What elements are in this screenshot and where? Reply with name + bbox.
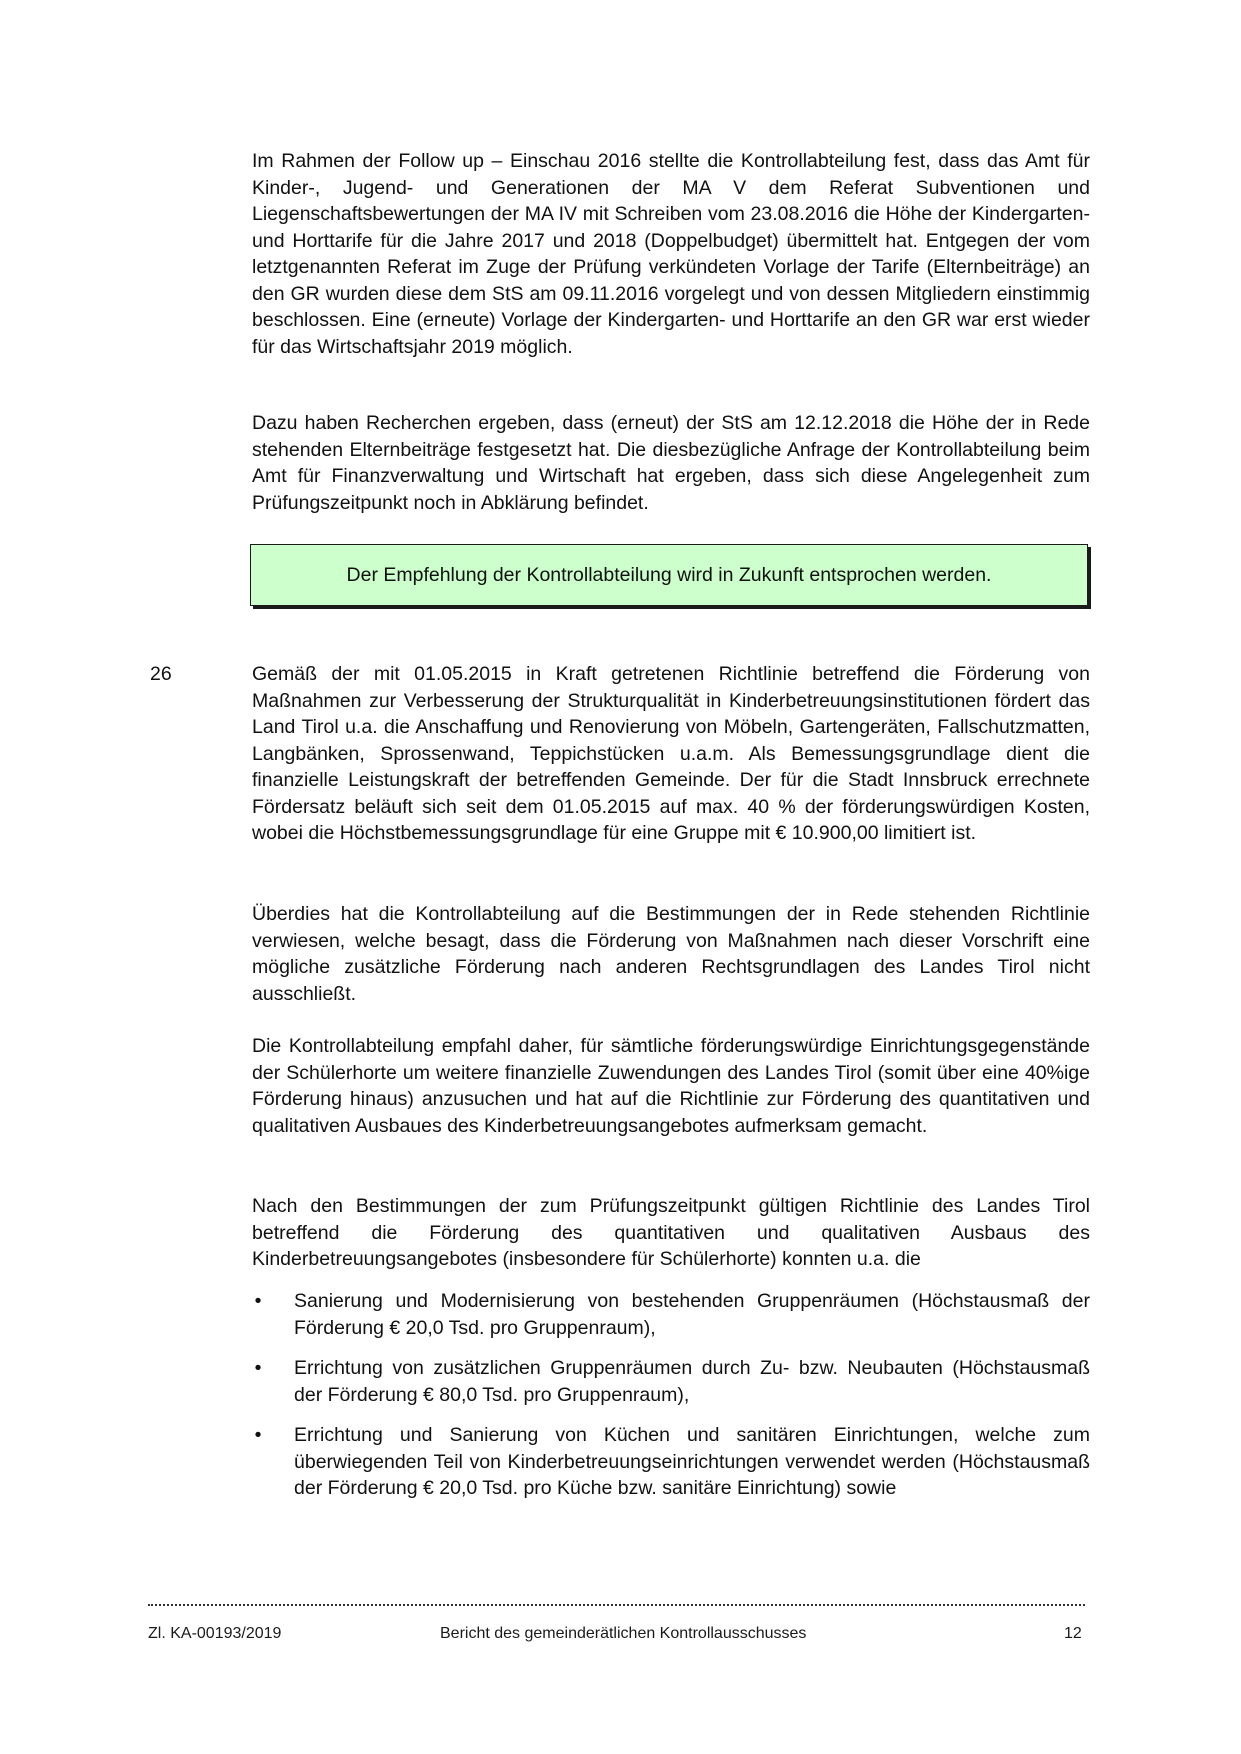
list-item-text: Errichtung und Sanierung von Küchen und sanitären Einrichtungen, welche zum überwiegenden Teil von Kinderbetreuungseinrichtungen verwendet werden (Höchstausmaß der Förderung € 20,0 Tsd. pro Küche bzw. sanitäre Einrichtung) sowie <box>294 1424 1090 1499</box>
paragraph-ueberdies: Überdies hat die Kontrollabteilung auf die Bestimmungen der in Rede stehenden Richtlinie verwiesen, welche besagt, dass die Förderung von Maßnahmen nach dieser Vorschrift eine mögliche zusätzliche Förderung nach anderen Rechtsgrundlagen des Landes Tirol nicht ausschließt. <box>252 903 1090 1005</box>
footer-reference: Zl. KA-00193/2019 <box>148 1625 282 1642</box>
callout-text: Der Empfehlung der Kontrollabteilung wird in Zukunft entsprochen werden. <box>346 563 992 586</box>
paragraph-empfehlung: Die Kontrollabteilung empfahl daher, für sämtliche förderungswürdige Einrichtungsgegenstände der Schülerhorte um weitere finanzielle Zuwendungen des Landes Tirol (somit über eine 40%ige Förderung hinaus) anzusuchen und hat auf die Richtlinie zur Förderung des quantitativen und qualitativen Ausbaues des Kinderbetreuungsangebotes aufmerksam gemacht. <box>252 1035 1090 1137</box>
list-item <box>252 1355 1090 1408</box>
footer-title: Bericht des gemeinderätlichen Kontrollausschusses <box>440 1625 807 1642</box>
bullet-icon: • <box>254 1424 262 1446</box>
bullet-icon: • <box>254 1357 262 1379</box>
funding-bullet-list <box>252 1288 1090 1516</box>
list-item-text: Errichtung von zusätzlichen Gruppenräumen durch Zu- bzw. Neubauten (Höchstausmaß der Förderung € 80,0 Tsd. pro Gruppenraum), <box>294 1357 1090 1406</box>
list-item <box>252 1422 1090 1502</box>
section-number: 26 <box>150 663 172 685</box>
paragraph-recherchen: Dazu haben Recherchen ergeben, dass (erneut) der StS am 12.12.2018 die Höhe der in Rede stehenden Elternbeiträge festgesetzt hat. Die diesbezügliche Anfrage der Kontrollabteilung beim Amt für Finanzverwaltung und Wirtschaft hat ergeben, dass sich diese Angelegenheit zum Prüfungszeitpunkt noch in Abklärung befindet. <box>252 412 1090 514</box>
list-item-text: Sanierung und Modernisierung von bestehenden Gruppenräumen (Höchstausmaß der Förderung € 20,0 Tsd. pro Gruppenraum), <box>294 1290 1090 1339</box>
footer-divider <box>148 1604 1085 1606</box>
statement-callout-box <box>250 544 1088 606</box>
page-number: 12 <box>1064 1625 1082 1642</box>
bullet-icon: • <box>254 1290 262 1312</box>
list-item <box>252 1288 1090 1341</box>
paragraph-bestimmungen: Nach den Bestimmungen der zum Prüfungszeitpunkt gültigen Richtlinie des Landes Tirol betreffend die Förderung des quantitativen und qualitativen Ausbaus des Kinderbetreuungsangebotes (insbesondere für Schülerhorte) konnten u.a. die <box>252 1195 1090 1270</box>
paragraph-richtlinie: Gemäß der mit 01.05.2015 in Kraft getretenen Richtlinie betreffend die Förderung von Maßnahmen zur Verbesserung der Strukturqualität in Kinderbetreuungsinstitutionen fördert das Land Tirol u.a. die Anschaffung und Renovierung von Möbeln, Gartengeräten, Fallschutzmatten, Langbänken, Sprossenwand, Teppichstücken u.a.m. Als Bemessungsgrundlage dient die finanzielle Leistungskraft der betreffenden Gemeinde. Der für die Stadt Innsbruck errechnete Fördersatz beläuft sich seit dem 01.05.2015 auf max. 40 % der förderungswürdigen Kosten, wobei die Höchstbemessungsgrundlage für eine Gruppe mit € 10.900,00 limitiert ist. <box>252 663 1090 844</box>
paragraph-follow-up: Im Rahmen der Follow up – Einschau 2016 stellte die Kontrollabteilung fest, dass das Amt für Kinder-, Jugend- und Generationen der MA V dem Referat Subventionen und Liegenschaftsbewertungen der MA IV mit Schreiben vom 23.08.2016 die Höhe der Kindergarten- und Horttarife für die Jahre 2017 und 2018 (Doppelbudget) übermittelt hat. Entgegen der vom letztgenannten Referat im Zuge der Prüfung verkündeten Vorlage der Tarife (Elternbeiträge) an den GR wurden diese dem StS am 09.11.2016 vorgelegt und von dessen Mitgliedern einstimmig beschlossen. Eine (erneute) Vorlage der Kindergarten- und Horttarife an den GR war erst wieder für das Wirtschaftsjahr 2019 möglich. <box>252 150 1090 358</box>
